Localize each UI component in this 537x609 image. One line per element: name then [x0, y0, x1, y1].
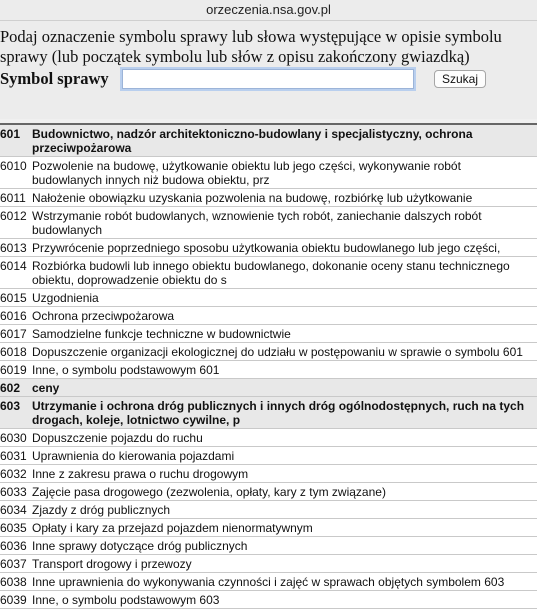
symbol-description: Budownictwo, nadzór architektoniczno-budowlany i specjalistyczny, ochrona przeciwpożarowa: [32, 127, 473, 155]
symbol-description: Inne, o symbolu podstawowym 601: [32, 363, 220, 377]
symbol-row[interactable]: [0, 591, 537, 609]
symbol-row[interactable]: [0, 325, 537, 343]
symbol-label: Symbol sprawy: [0, 69, 109, 88]
symbol-description: Wstrzymanie robót budowlanych, wznowienie tych robót, zaniechanie dalszych robót budowlanych: [32, 209, 482, 237]
symbol-description: Przywrócenie poprzedniego sposobu użytkowania obiektu budowlanego lub jego części,: [32, 241, 501, 255]
symbol-row[interactable]: [0, 465, 537, 483]
symbol-description: Utrzymanie i ochrona dróg publicznych i innych dróg ogólnodostępnych, ruch na tych drogach, koleje, lotnictwo cywilne, p: [32, 399, 525, 427]
symbol-code: 6016: [0, 309, 27, 323]
symbol-code: 6037: [0, 557, 27, 571]
symbol-row[interactable]: [0, 429, 537, 447]
symbol-description: Nałożenie obowiązku uzyskania pozwolenia na budowę, rozbiórkę lub użytkowanie: [32, 191, 473, 205]
symbol-description: Dopuszczenie organizacji ekologicznej do udziału w postępowaniu w sprawie o symbolu 601: [32, 345, 523, 359]
url-text: orzeczenia.nsa.gov.pl: [206, 2, 331, 17]
search-row: [2, 69, 535, 89]
symbol-group-row[interactable]: [0, 397, 537, 429]
symbol-description: Inne uprawnienia do wykonywania czynności i zajęć w sprawach objętych symbolem 603: [32, 575, 505, 589]
symbol-description: Zajęcie pasa drogowego (zezwolenia, opłaty, kary z tym związane): [32, 485, 386, 499]
symbol-code: 6039: [0, 593, 27, 607]
symbol-row[interactable]: [0, 555, 537, 573]
symbol-code: 6034: [0, 503, 27, 517]
symbol-description: Rozbiórka budowli lub innego obiektu budowlanego, dokonanie oceny stanu technicznego obiektu, doprowadzenie obiektu do s: [32, 259, 510, 287]
symbol-code: 601: [0, 127, 21, 141]
url-bar: [0, 0, 537, 21]
symbol-description: Zjazdy z dróg publicznych: [32, 503, 171, 517]
symbol-description: Opłaty i kary za przejazd pojazdem nienormatywnym: [32, 521, 313, 535]
symbol-code: 6019: [0, 363, 27, 377]
symbol-description: Uzgodnienia: [32, 291, 99, 305]
symbol-row[interactable]: [0, 239, 537, 257]
symbol-row[interactable]: [0, 519, 537, 537]
symbol-code: 603: [0, 399, 21, 413]
symbol-description: Inne z zakresu prawa o ruchu drogowym: [32, 467, 249, 481]
symbol-row[interactable]: [0, 343, 537, 361]
symbol-code: 6031: [0, 449, 27, 463]
symbol-description: Pozwolenie na budowę, użytkowanie obiektu lub jego części, wykonywanie robót budowlanych innych niż budowa obiektu, prz: [32, 159, 461, 187]
symbol-code: 6036: [0, 539, 27, 553]
symbol-search-input[interactable]: [122, 69, 414, 89]
symbol-group-row[interactable]: [0, 379, 537, 397]
symbol-code: 6033: [0, 485, 27, 499]
symbol-description: Inne sprawy dotyczące dróg publicznych: [32, 539, 248, 553]
symbol-row[interactable]: [0, 207, 537, 239]
symbol-code: 6030: [0, 431, 27, 445]
symbol-row[interactable]: [0, 483, 537, 501]
symbol-code: 6015: [0, 291, 27, 305]
search-button[interactable]: Szukaj: [434, 70, 486, 88]
symbol-code: 602: [0, 381, 21, 395]
symbol-code: 6011: [0, 191, 26, 205]
symbol-row[interactable]: [0, 307, 537, 325]
symbol-code: 6035: [0, 521, 27, 535]
symbol-description: Uprawnienia do kierowania pojazdami: [32, 449, 235, 463]
symbol-code: 6032: [0, 467, 27, 481]
symbol-row[interactable]: [0, 447, 537, 465]
symbol-row[interactable]: [0, 573, 537, 591]
symbol-code: 6010: [0, 159, 27, 173]
symbol-row[interactable]: [0, 289, 537, 307]
symbol-row[interactable]: [0, 501, 537, 519]
search-panel: [0, 21, 537, 119]
symbol-description: Ochrona przeciwpożarowa: [32, 309, 175, 323]
symbol-description: Transport drogowy i przewozy: [32, 557, 192, 571]
symbol-group-row[interactable]: [0, 125, 537, 157]
symbol-code: 6012: [0, 209, 27, 223]
symbol-code: 6014: [0, 259, 27, 273]
symbol-row[interactable]: [0, 361, 537, 379]
search-instructions: Podaj oznaczenie symbolu sprawy lub słowa występujące w opisie symbolu sprawy (lub początek symbolu lub słów z opisu zakończony gwiazdką): [0, 27, 502, 66]
symbol-code: 6013: [0, 241, 27, 255]
symbol-row[interactable]: [0, 157, 537, 189]
symbol-description: ceny: [32, 381, 60, 395]
symbol-row[interactable]: [0, 257, 537, 289]
symbol-row[interactable]: [0, 189, 537, 207]
results-table: [0, 123, 537, 609]
symbol-row[interactable]: [0, 537, 537, 555]
symbol-description: Dopuszczenie pojazdu do ruchu: [32, 431, 203, 445]
symbol-description: Inne, o symbolu podstawowym 603: [32, 593, 220, 607]
symbol-description: Samodzielne funkcje techniczne w budownictwie: [32, 327, 291, 341]
symbol-code: 6038: [0, 575, 27, 589]
symbol-code: 6018: [0, 345, 27, 359]
symbol-code: 6017: [0, 327, 27, 341]
